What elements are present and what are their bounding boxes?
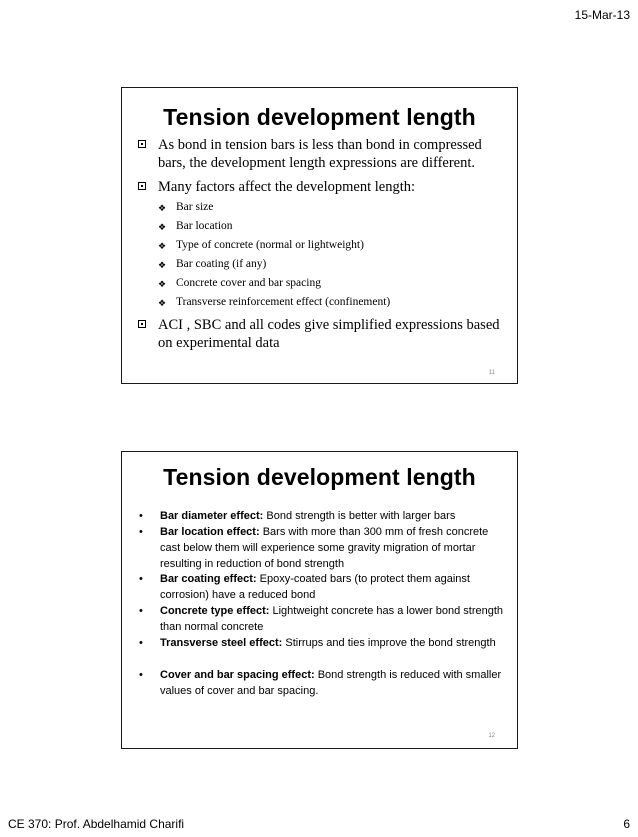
sub-bullet-text: Concrete cover and bar spacing (176, 277, 321, 289)
diamond-bullet-icon: ❖ (158, 279, 167, 289)
dot-bullet-icon: • (139, 669, 143, 681)
bullet-label: Concrete type effect: (160, 605, 270, 617)
sub-bullet (158, 295, 507, 309)
diamond-bullet-icon: ❖ (158, 298, 167, 308)
square-bullet-icon (138, 320, 146, 328)
dot-bullet-icon: • (139, 573, 143, 585)
slide-title: Tension development length (163, 104, 476, 130)
bullet-text: ACI , SBC and all codes give simplified expressions based on experimental data (158, 317, 500, 351)
footer-course: CE 370: Prof. Abdelhamid Charifi (8, 817, 185, 831)
bullet-text: Epoxy-coated bars (to protect them against corrosion) have a reduced bond (160, 573, 470, 601)
bullet-text: Lightweight concrete has a lower bond strength than normal concrete (160, 605, 504, 633)
bullet (138, 316, 507, 352)
dot-bullet-icon: • (139, 637, 143, 649)
slide-number: 11 (488, 370, 495, 376)
bullet (139, 603, 507, 635)
sub-bullet-text: Bar location (176, 220, 233, 232)
sub-bullet-text: Type of concrete (normal or lightweight) (176, 239, 364, 251)
bullet (138, 178, 507, 196)
slide-12 (121, 451, 518, 749)
bullet-label: Bar location effect: (160, 526, 260, 538)
bullet (139, 524, 507, 572)
diamond-bullet-icon: ❖ (158, 260, 167, 270)
square-bullet-icon (138, 182, 146, 190)
bullet-text: As bond in tension bars is less than bond in compressed bars, the development length expressions are different. (158, 137, 482, 171)
bullet-text: Bond strength is better with larger bars (263, 510, 456, 522)
diamond-bullet-icon: ❖ (158, 222, 167, 232)
bullet-text: Bars with more than 300 mm of fresh concrete cast below them will experience some gravity migration of mortar resulting in reduction of bond strength (160, 526, 489, 570)
sub-bullet (158, 257, 507, 271)
bullet (139, 508, 507, 524)
page-date: 15-Mar-13 (574, 8, 630, 22)
sub-bullet (158, 219, 507, 233)
bullet-text: Bond strength is reduced with smaller values of cover and bar spacing. (160, 669, 502, 697)
slide-number: 12 (488, 733, 495, 739)
bullet (139, 667, 507, 699)
page-number: 6 (623, 817, 630, 831)
bullet-text: Many factors affect the development length: (158, 179, 416, 195)
bullet-label: Bar coating effect: (160, 573, 257, 585)
bullet (139, 571, 507, 603)
slide-11 (121, 87, 518, 384)
dot-bullet-icon: • (139, 605, 143, 617)
sub-bullet-text: Bar size (176, 201, 214, 213)
diamond-bullet-icon: ❖ (158, 241, 167, 251)
dot-bullet-icon: • (139, 510, 143, 522)
diamond-bullet-icon: ❖ (158, 203, 167, 213)
bullet (138, 136, 507, 172)
sub-bullet (158, 276, 507, 290)
sub-bullet (158, 200, 507, 214)
bullet-label: Cover and bar spacing effect: (160, 669, 315, 681)
sub-bullet-text: Bar coating (if any) (176, 258, 267, 270)
sub-bullet-text: Transverse reinforcement effect (confinement) (176, 296, 391, 308)
bullet-label: Bar diameter effect: (160, 510, 264, 522)
dot-bullet-icon: • (139, 526, 143, 538)
sub-bullet (158, 238, 507, 252)
bullet-text: Stirrups and ties improve the bond strength (282, 637, 496, 649)
square-bullet-icon (138, 140, 146, 148)
bullet (139, 635, 507, 651)
slide-title: Tension development length (163, 464, 476, 490)
bullet-label: Transverse steel effect: (160, 637, 283, 649)
